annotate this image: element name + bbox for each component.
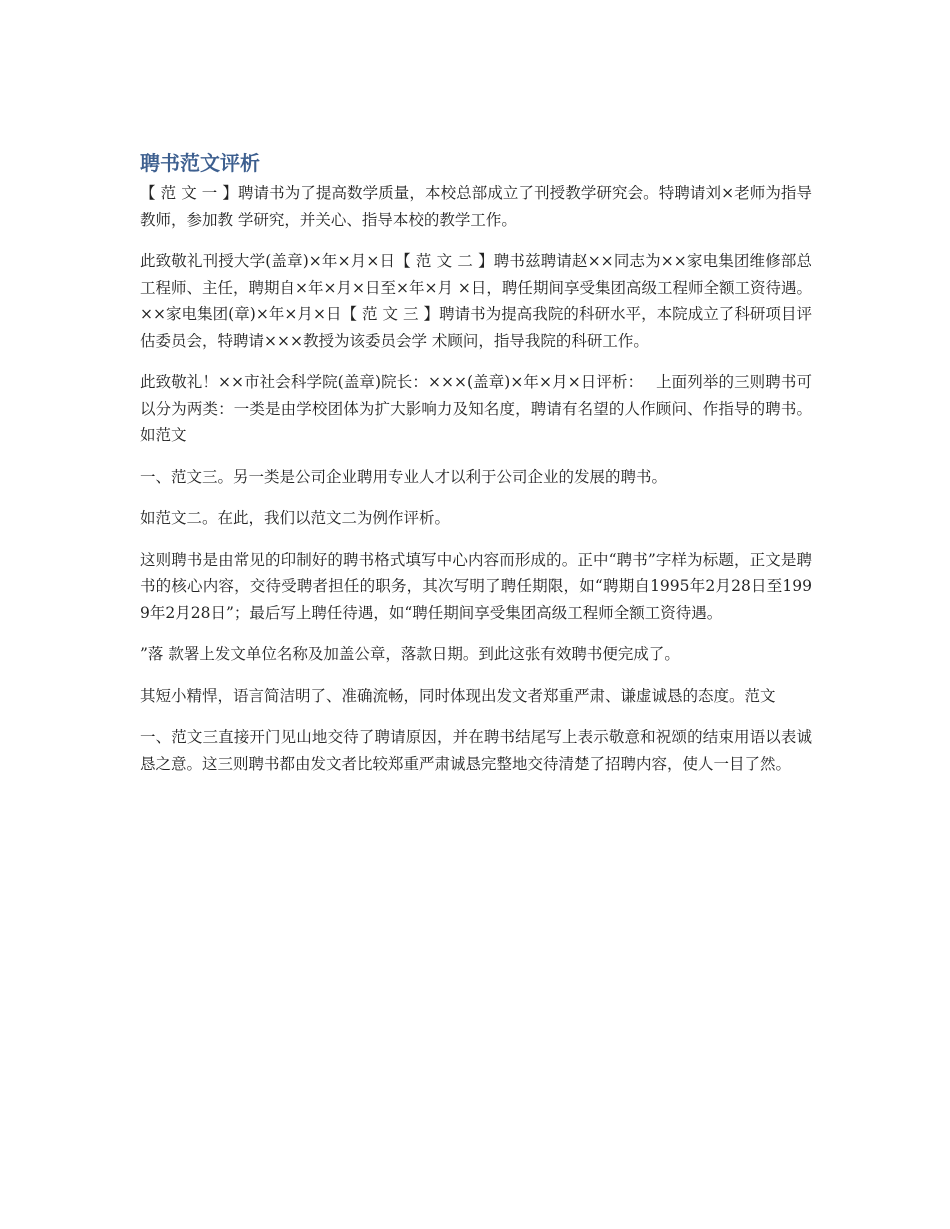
paragraph-2: 此致敬礼刊授大学(盖章)×年×月×日【 范 文 二 】聘书兹聘请赵××同志为××家电集团维修部总工程师、主任，聘期自×年×月×日至×年×月 ×日，聘任期间享受集团高级工程师全额工资待遇。××家电集团(章)×年×月×日【 范 文 三 】聘请书为提高我院的科研水平，本院成立了科研项目评估委员会，特聘请×××教授为该委员会学 术顾问，指导我院的科研工作。 (140, 252, 812, 350)
document-page (140, 148, 812, 792)
paragraph-7: ”落 款署上发文单位名称及加盖公章，落款日期。到此这张有效聘书便完成了。 (140, 645, 680, 663)
document-title: 聘书范文评析 (140, 151, 260, 175)
paragraph-6: 这则聘书是由常见的印制好的聘书格式填写中心内容而形成的。正中“聘书”字样为标题，正文是聘书的核心内容，交待受聘者担任的职务，其次写明了聘任期限，如“聘期自1995年2月28日至1999年2月28日”；最后写上聘任待遇，如“聘任期间享受集团高级工程师全额工资待遇。 (140, 550, 812, 622)
paragraph-8: 其短小精悍，语言简洁明了、准确流畅，同时体现出发文者郑重严肃、谦虚诚恳的态度。范文 (140, 686, 776, 705)
paragraph-4: 一、范文三。另一类是公司企业聘用专业人才以利于公司企业的发展的聘书。 (140, 467, 668, 486)
paragraph-3: 此致敬礼！××市社会科学院(盖章)院长：×××(盖章)×年×月×日评析： 上面列举的三则聘书可以分为两类：一类是由学校团体为扩大影响力及知名度，聘请有名望的人作顾问、作指导的聘书。如范文 (140, 373, 812, 444)
paragraph-5: 如范文二。在此，我们以范文二为例作评析。 (140, 509, 451, 527)
paragraph-9: 一、范文三直接开门见山地交待了聘请原因，并在聘书结尾写上表示敬意和祝颂的结束用语以表诚恳之意。这三则聘书都由发文者比较郑重严肃诚恳完整地交待清楚了招聘内容，使人一目了然。 (140, 728, 812, 773)
paragraph-1: 【 范 文 一 】聘请书为了提高数学质量，本校总部成立了刊授教学研究会。特聘请刘×老师为指导教师，参加教 学研究，并关心、指导本校的教学工作。 (140, 184, 812, 229)
